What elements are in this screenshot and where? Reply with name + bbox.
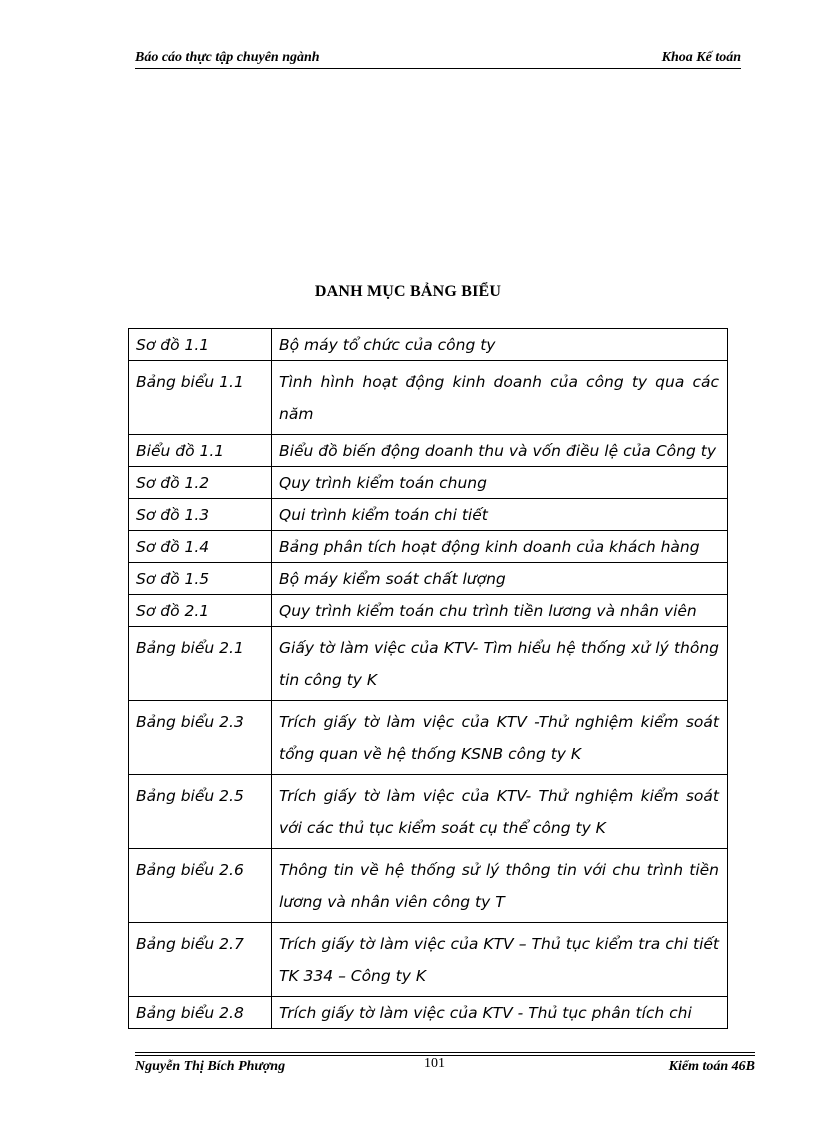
row-label: Sơ đồ 1.1 [129, 329, 272, 361]
figure-list-table [128, 328, 728, 1029]
row-description: Trích giấy tờ làm việc của KTV- Thử nghiệm kiểm soát với các thủ tục kiểm soát cụ thể công ty K [272, 775, 728, 849]
row-description: Bộ máy kiểm soát chất lượng [272, 563, 728, 595]
table-row [129, 997, 728, 1029]
row-description: Trích giấy tờ làm việc của KTV - Thủ tục phân tích chi [272, 997, 728, 1029]
row-label: Sơ đồ 1.5 [129, 563, 272, 595]
table-row [129, 923, 728, 997]
table-row [129, 531, 728, 563]
page-header [135, 50, 741, 68]
table-row [129, 499, 728, 531]
table-row [129, 595, 728, 627]
row-description: Biểu đồ biến động doanh thu và vốn điều lệ của Công ty [272, 435, 728, 467]
row-description: Bộ máy tổ chức của công ty [272, 329, 728, 361]
row-label: Sơ đồ 2.1 [129, 595, 272, 627]
row-description: Trích giấy tờ làm việc của KTV – Thủ tục kiểm tra chi tiết TK 334 – Công ty K [272, 923, 728, 997]
row-label: Bảng biểu 2.5 [129, 775, 272, 849]
table-row [129, 361, 728, 435]
header-rule [135, 68, 741, 69]
row-description: Thông tin về hệ thống sử lý thông tin với chu trình tiền lương và nhân viên công ty T [272, 849, 728, 923]
page-number: 101 [424, 1056, 445, 1071]
row-description: Qui trình kiểm toán chi tiết [272, 499, 728, 531]
row-label: Sơ đồ 1.4 [129, 531, 272, 563]
table-row [129, 467, 728, 499]
row-label: Bảng biểu 2.8 [129, 997, 272, 1029]
footer-class: Kiểm toán 46B [668, 1059, 755, 1074]
footer-rule-top [135, 1052, 755, 1053]
row-label: Bảng biểu 2.1 [129, 627, 272, 701]
row-label: Bảng biểu 2.7 [129, 923, 272, 997]
table-row [129, 329, 728, 361]
row-label: Bảng biểu 2.3 [129, 701, 272, 775]
table-row [129, 435, 728, 467]
row-description: Trích giấy tờ làm việc của KTV -Thử nghiệm kiểm soát tổng quan về hệ thống KSNB công ty K [272, 701, 728, 775]
row-description: Giấy tờ làm việc của KTV- Tìm hiểu hệ thống xử lý thông tin công ty K [272, 627, 728, 701]
footer-rule-bottom [135, 1055, 755, 1056]
page-title: DANH MỤC BẢNG BIỂU [314, 283, 502, 300]
row-description: Quy trình kiểm toán chu trình tiền lương và nhân viên [272, 595, 728, 627]
header-left-text: Báo cáo thực tập chuyên ngành [135, 50, 320, 65]
footer-author: Nguyễn Thị Bích Phượng [135, 1059, 286, 1074]
table-row [129, 849, 728, 923]
table-row [129, 563, 728, 595]
header-right-text: Khoa Kế toán [661, 50, 741, 65]
row-label: Biểu đồ 1.1 [129, 435, 272, 467]
row-description: Quy trình kiểm toán chung [272, 467, 728, 499]
row-label: Bảng biểu 1.1 [129, 361, 272, 435]
table-row [129, 701, 728, 775]
row-label: Sơ đồ 1.2 [129, 467, 272, 499]
table-row [129, 775, 728, 849]
row-description: Bảng phân tích hoạt động kinh doanh của khách hàng [272, 531, 728, 563]
table-row [129, 627, 728, 701]
row-label: Bảng biểu 2.6 [129, 849, 272, 923]
row-label: Sơ đồ 1.3 [129, 499, 272, 531]
row-description: Tình hình hoạt động kinh doanh của công ty qua các năm [272, 361, 728, 435]
